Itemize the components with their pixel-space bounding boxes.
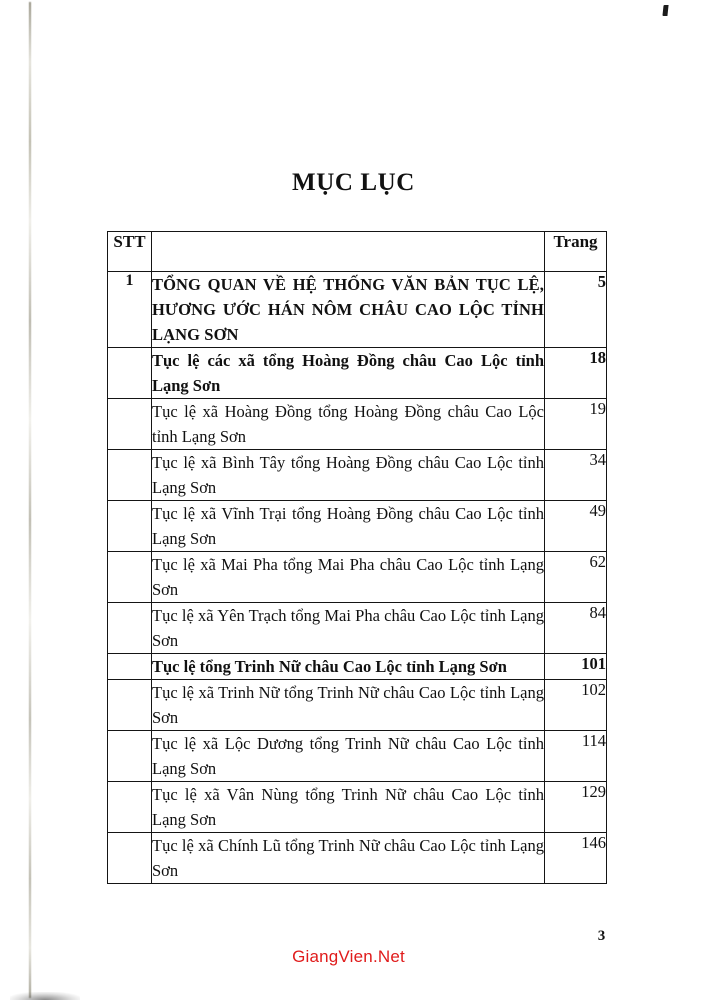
row-index-cell [108,348,152,399]
table-row [108,501,607,552]
table-header-row [108,232,607,272]
page-number: 3 [597,928,606,944]
row-index-cell [108,603,152,654]
watermark: GiangVien.Net [292,947,405,966]
entry-title-cell[interactable]: Tục lệ xã Vân Nùng tổng Trinh Nữ châu Cao Lộc tỉnh Lạng Sơn [152,782,545,833]
row-index-cell: 1 [108,272,152,348]
entry-page-cell[interactable]: 34 [545,450,607,501]
page-title: MỤC LỤC [292,169,415,196]
table-row [108,399,607,450]
entry-page-cell[interactable]: 18 [545,348,607,399]
row-index-cell [108,399,152,450]
entry-title-cell[interactable]: Tục lệ xã Trinh Nữ tổng Trinh Nữ châu Cao Lộc tỉnh Lạng Sơn [152,680,545,731]
entry-page-cell[interactable]: 146 [545,833,607,884]
entry-title-cell[interactable]: TỔNG QUAN VỀ HỆ THỐNG VĂN BẢN TỤC LỆ, HƯƠNG ƯỚC HÁN NÔM CHÂU CAO LỘC TỈNH LẠNG SƠN [152,272,545,348]
scan-bottom-shadow-artifact [10,992,80,1000]
table-row [108,680,607,731]
entry-title-cell[interactable]: Tục lệ xã Vĩnh Trại tổng Hoàng Đồng châu Cao Lộc tỉnh Lạng Sơn [152,501,545,552]
row-index-cell [108,450,152,501]
entry-page-cell[interactable]: 19 [545,399,607,450]
table-row [108,654,607,680]
table-row [108,731,607,782]
entry-page-cell[interactable]: 5 [545,272,607,348]
column-header-page: Trang [545,232,607,272]
scan-gutter-artifact [29,2,31,998]
entry-title-cell[interactable]: Tục lệ xã Lộc Dương tổng Trinh Nữ châu Cao Lộc tỉnh Lạng Sơn [152,731,545,782]
table-row [108,272,607,348]
row-index-cell [108,654,152,680]
entry-page-cell[interactable]: 101 [545,654,607,680]
entry-page-cell[interactable]: 84 [545,603,607,654]
entry-title-cell[interactable]: Tục lệ xã Bình Tây tổng Hoàng Đồng châu Cao Lộc tỉnh Lạng Sơn [152,450,545,501]
scan-corner-mark-artifact [662,5,668,16]
row-index-cell [108,552,152,603]
entry-page-cell[interactable]: 114 [545,731,607,782]
table-body [108,272,607,884]
column-header-title [152,232,545,272]
row-index-cell [108,731,152,782]
entry-page-cell[interactable]: 49 [545,501,607,552]
table-row [108,833,607,884]
table-row [108,552,607,603]
entry-page-cell[interactable]: 62 [545,552,607,603]
row-index-cell [108,680,152,731]
entry-title-cell[interactable]: Tục lệ xã Mai Pha tổng Mai Pha châu Cao Lộc tỉnh Lạng Sơn [152,552,545,603]
table-header [108,232,607,272]
entry-title-cell[interactable]: Tục lệ xã Hoàng Đồng tổng Hoàng Đồng châu Cao Lộc tỉnh Lạng Sơn [152,399,545,450]
table-row [108,348,607,399]
entry-page-cell[interactable]: 129 [545,782,607,833]
entry-title-cell[interactable]: Tục lệ tổng Trinh Nữ châu Cao Lộc tỉnh Lạng Sơn [152,654,545,680]
row-index-cell [108,833,152,884]
entry-title-cell[interactable]: Tục lệ xã Chính Lũ tổng Trinh Nữ châu Cao Lộc tỉnh Lạng Sơn [152,833,545,884]
entry-title-cell[interactable]: Tục lệ xã Yên Trạch tổng Mai Pha châu Cao Lộc tỉnh Lạng Sơn [152,603,545,654]
entry-page-cell[interactable]: 102 [545,680,607,731]
column-header-stt: STT [108,232,152,272]
entry-title-cell[interactable]: Tục lệ các xã tổng Hoàng Đồng châu Cao Lộc tỉnh Lạng Sơn [152,348,545,399]
table-of-contents [107,231,607,884]
row-index-cell [108,501,152,552]
row-index-cell [108,782,152,833]
table-row [108,450,607,501]
table-row [108,782,607,833]
table-row [108,603,607,654]
